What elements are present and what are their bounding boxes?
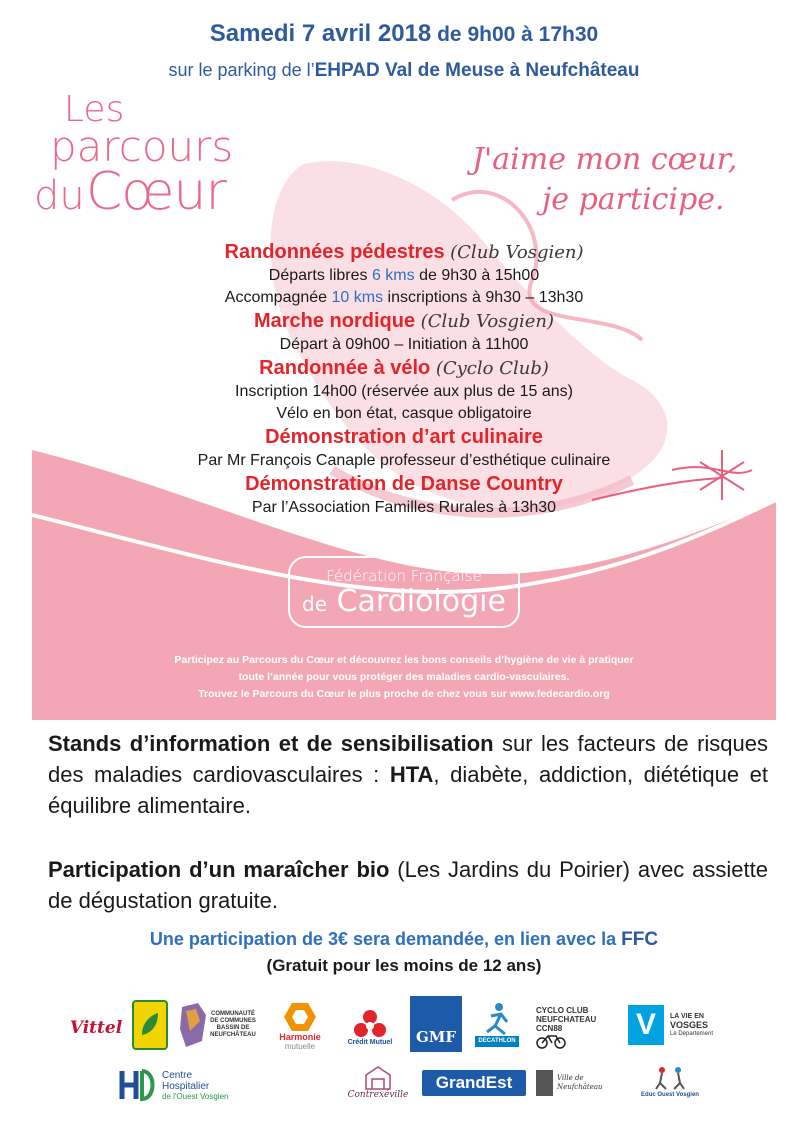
- slogan-line-1: J'aime mon cœur,: [472, 142, 738, 177]
- advice-text: [72, 652, 736, 703]
- gmf-text: GMF: [415, 1028, 457, 1046]
- activity-name: Marche nordique: [253, 310, 416, 332]
- header: [32, 18, 776, 86]
- advice-line-1: Participez au Parcours du Cœur et découvrez les bons conseils d’hygiène de vie à pratiquer: [174, 654, 634, 666]
- event-place: [32, 55, 776, 86]
- vosges-text: [670, 1012, 713, 1039]
- decathlon-logo: [466, 994, 528, 1054]
- activity-detail: [32, 265, 776, 287]
- participation-price: [32, 926, 776, 953]
- slogan-line-2: je participe.: [542, 182, 725, 217]
- gmf-logo: [410, 996, 462, 1052]
- slogan: [472, 140, 772, 220]
- activity-club: (Club Vosgien): [420, 311, 555, 332]
- cyclo-text-2: NEUFCHATEAU: [536, 1014, 597, 1024]
- neufchateau-logo: [536, 1066, 620, 1100]
- grandest-text: GrandEst: [435, 1073, 513, 1092]
- vosges-v-icon: V: [628, 1005, 664, 1045]
- partner-logos: [32, 990, 776, 1110]
- activity-title: Démonstration d’art culinaire: [265, 426, 543, 448]
- vosges-text-1: LA VIE EN: [670, 1012, 704, 1020]
- grandest-logo: [422, 1070, 526, 1096]
- ccbn-map-icon: [178, 1001, 208, 1049]
- event-date: [32, 18, 776, 51]
- activity-title: [32, 309, 776, 334]
- logo-du: du: [34, 173, 85, 219]
- ffc-cardiologie: Cardiologie: [336, 584, 506, 619]
- bicycle-icon: [536, 1033, 566, 1049]
- ccbn-logo: [176, 998, 260, 1052]
- activity-detail: Départ à 09h00 – Initiation à 11h00: [279, 336, 529, 353]
- place-prefix: sur le parking de l’: [168, 60, 315, 80]
- runner-icon: [477, 1002, 517, 1036]
- activity-detail: Inscription 14h00 (réservée aux plus de 15 ans): [235, 383, 573, 400]
- advice-line-3: Trouvez le Parcours du Cœur le plus proche de chez vous sur www.fedecardio.org: [198, 688, 610, 700]
- vittel-logo: [66, 1008, 126, 1048]
- maraicher-text: (Les Jardins du Poirier) avec assiette de dégustation gratuite.: [48, 857, 768, 913]
- cyclo-text-1: CYCLO CLUB: [536, 1005, 589, 1015]
- activity-detail: Vélo en bon état, casque obligatoire: [276, 405, 532, 422]
- harmonie-text: Harmonie: [279, 1032, 321, 1042]
- detail-text: inscriptions à 9h30 – 13h30: [383, 289, 584, 306]
- stands-text-end: , diabète, addiction, diététique et équilibre alimentaire.: [48, 762, 768, 818]
- stands-text: sur les facteurs de risques des maladies cardiovasculaires :: [48, 731, 768, 787]
- event-day: Samedi 7 avril 2018: [209, 20, 432, 47]
- credit-mutuel-icon: [352, 1008, 388, 1038]
- activity-club: (Club Vosgien): [450, 242, 584, 263]
- vittel-text: Vittel: [69, 1018, 123, 1038]
- mutuelle-text: mutuelle: [284, 1042, 316, 1051]
- ffc-logo: [288, 556, 520, 628]
- contrexeville-building-icon: [363, 1063, 393, 1091]
- cyclo-text-3: CCN88: [536, 1023, 563, 1033]
- stands-hta: HTA: [389, 762, 434, 787]
- detail-distance: 6 kms: [371, 267, 415, 284]
- educ-ouest-vosgien-logo: [628, 1060, 712, 1104]
- price-ffc: FFC: [621, 929, 659, 950]
- price-text: Une participation de 3€ sera demandée, en lien avec la: [149, 929, 622, 949]
- contrexeville-logo: [344, 1054, 412, 1108]
- harmonie-logo: [268, 996, 332, 1056]
- neufchateau-text: Ville de Neufchâteau: [556, 1074, 603, 1091]
- ch-text-2: Hospitalier: [162, 1080, 210, 1092]
- vosges-logo: [628, 1002, 746, 1048]
- logo-parcours: parcours: [50, 122, 234, 171]
- vosges-text-3: Le Département: [670, 1030, 714, 1037]
- info-box: [32, 720, 776, 1110]
- detail-distance: 10 kms: [331, 289, 384, 306]
- activity-program: [32, 240, 776, 519]
- advice-line-2: toute l’année pour vous protéger des maladies cardio-vasculaires.: [238, 671, 570, 683]
- cyclo-club-logo: [536, 1000, 620, 1054]
- harmonie-hexagon-icon: [283, 1001, 317, 1033]
- centre-hospitalier-logo: [118, 1064, 288, 1106]
- activity-name: Randonnées pédestres: [224, 241, 445, 263]
- credit-mutuel-text: Crédit Mutuel: [347, 1038, 393, 1046]
- credit-mutuel-logo: [338, 1000, 402, 1054]
- detail-text: Départs libres: [268, 267, 372, 284]
- athletes-icon: [650, 1065, 690, 1091]
- free-under-12: (Gratuit pour les moins de 12 ans): [266, 956, 542, 975]
- club-vosgien-logo: [132, 1000, 168, 1050]
- stands-title: Stands d’information et de sensibilisation: [48, 731, 494, 756]
- activity-club: (Cyclo Club): [435, 358, 549, 379]
- activity-name: Randonnée à vélo: [259, 357, 431, 379]
- neufchateau-n-icon: [536, 1070, 553, 1096]
- hd-letters-icon: [118, 1067, 158, 1103]
- logo-coeur: Cœur: [86, 162, 226, 222]
- ch-text: [162, 1070, 228, 1101]
- info-maraicher: [48, 854, 768, 916]
- ch-text-1: Centre: [162, 1069, 193, 1081]
- educ-text: Educ Ouest Vosgien: [641, 1091, 699, 1098]
- vosges-text-2: VOSGES: [670, 1019, 709, 1030]
- activity-title: Démonstration de Danse Country: [245, 473, 563, 495]
- maraicher-title: Participation d’un maraîcher bio: [48, 857, 390, 882]
- detail-text: Accompagnée: [224, 289, 332, 306]
- ffc-de: de: [302, 592, 328, 616]
- contrexeville-text: Contrexéville: [347, 1089, 409, 1100]
- poster: [32, 0, 776, 1110]
- leaf-icon: [138, 1011, 162, 1039]
- ffc-line-1: Fédération Française: [326, 567, 482, 585]
- info-stands: [48, 728, 768, 821]
- activity-detail: [32, 287, 776, 309]
- event-hours: de 9h00 à 17h30: [431, 23, 599, 46]
- activity-title: [32, 356, 776, 381]
- activity-title: [32, 240, 776, 265]
- activity-detail: Par l’Association Familles Rurales à 13h30: [251, 499, 557, 516]
- activity-detail: Par Mr François Canaple professeur d’esthétique culinaire: [197, 452, 611, 469]
- logo-les: Les: [64, 89, 125, 130]
- hd-icon: [118, 1067, 158, 1103]
- place-name: EHPAD Val de Meuse à Neufchâteau: [314, 60, 640, 81]
- detail-text: de 9h30 à 15h00: [414, 267, 540, 284]
- decathlon-text: DECATHLON: [475, 1036, 518, 1047]
- ffc-line-2: [290, 585, 518, 621]
- parcours-du-coeur-logo: [34, 89, 264, 222]
- ccbn-text: COMMUNAUTÉ DE COMMUNES BASSIN DE NEUFCHÂTEAU: [210, 1011, 256, 1038]
- ch-text-3: de l'Ouest Vosgien: [162, 1091, 229, 1101]
